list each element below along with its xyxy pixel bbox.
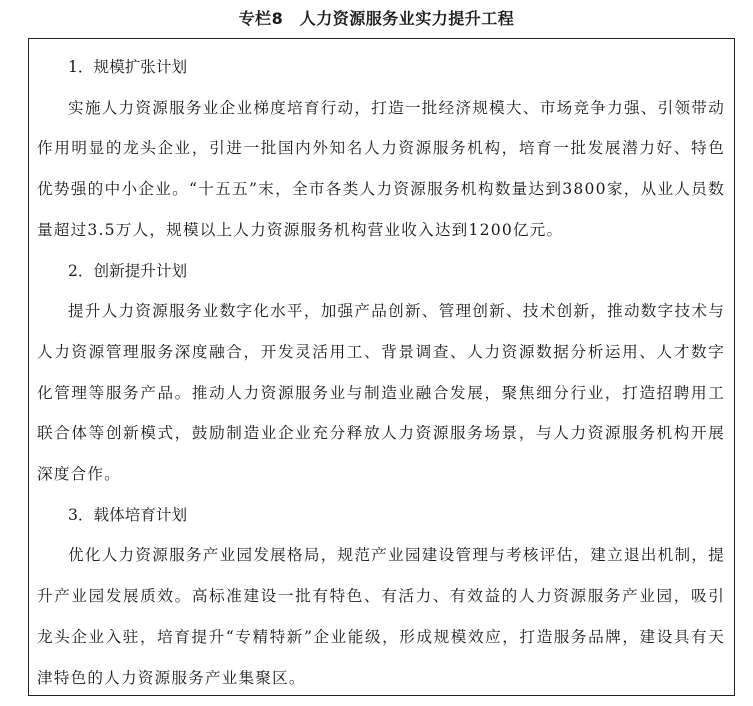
section-body-carrier-cultivation: 优化人力资源服务产业园发展格局，规范产业园建设管理与考核评估，建立退出机制，提升产业园发展质效。高标准建设一批有特色、有活力、有效益的人力资源服务产业园，吸引龙头企业入驻，培育提升“专精特新”企业能级，形成规模效应，打造服务品牌，建设具有天津特色的人力资源服务产业集聚区。 [37,546,725,687]
section-body-innovation: 提升人力资源服务业数字化水平，加强产品创新、管理创新、技术创新，推动数字技术与人力资源管理服务深度融合，开发灵活用工、背景调查、人力资源数据分析运用、人才数字化管理等服务产品。推动人力资源服务业与制造业融合发展，聚焦细分行业，打造招聘用工联合体等创新模式，鼓励制造业企业充分释放人力资源服务场景，与人力资源服务机构开展深度合作。 [37,302,725,484]
page-title: 专栏8 人力资源服务业实力提升工程 [238,9,515,28]
column-content [37,47,725,698]
section-heading-scale-expansion: 1．规模扩张计划 [68,58,188,76]
section-heading-innovation: 2．创新提升计划 [68,261,188,280]
section-heading-carrier-cultivation: 3．载体培育计划 [68,505,188,524]
column-box [28,38,735,696]
section-body-scale-expansion: 实施人力资源服务业企业梯度培育行动，打造一批经济规模大、市场竞争力强、引领带动作用明显的龙头企业，引进一批国内外知名人力资源服务机构，培育一批发展潜力好、特色优势强的中小企业。“十五五”末，全市各类人力资源服务机构数量达到3800家，从业人员数量超过3.5万人，规模以上人力资源服务机构营业收入达到1200亿元。 [37,98,725,239]
